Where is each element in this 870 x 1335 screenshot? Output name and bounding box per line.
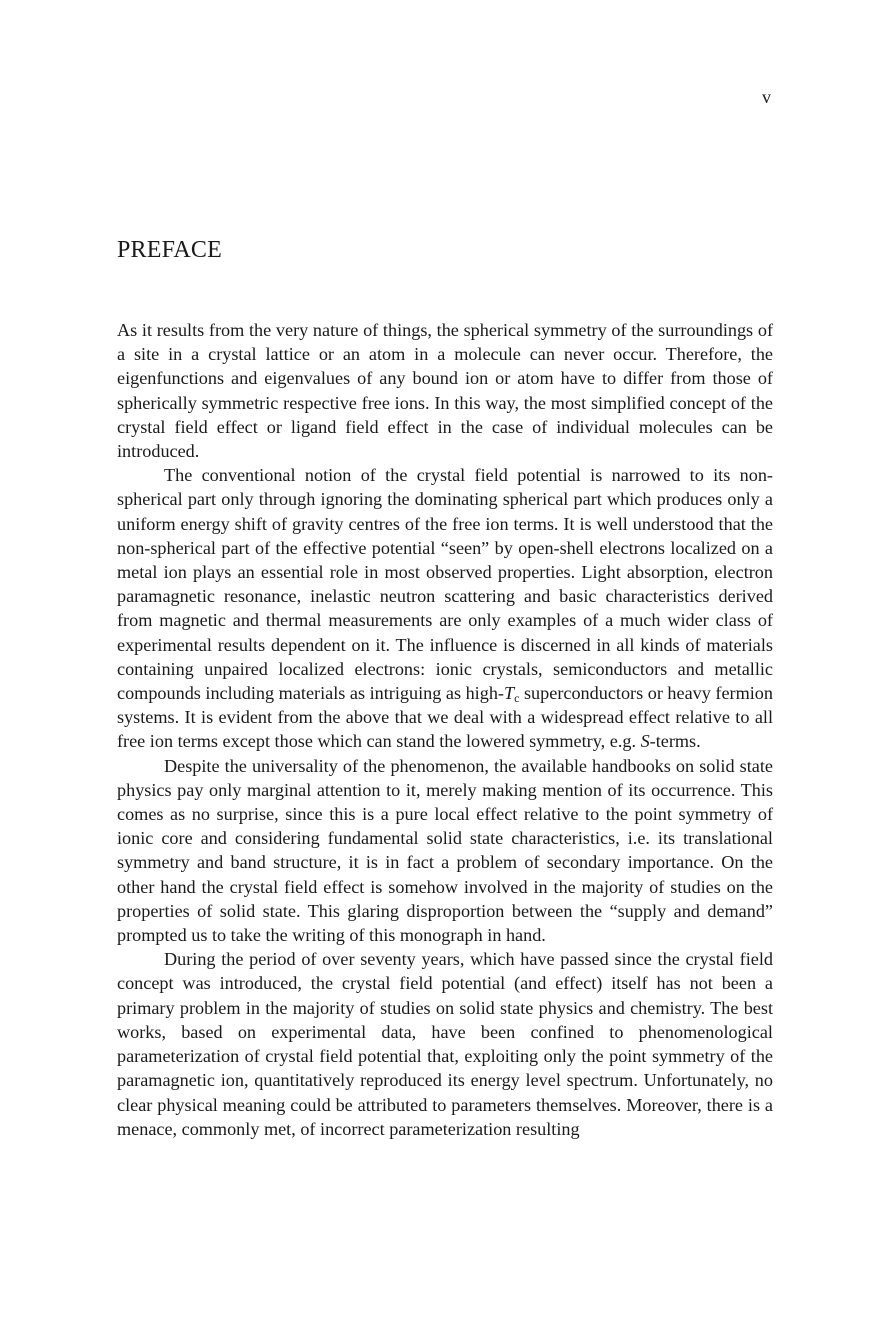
tc-symbol: T (503, 683, 515, 704)
chapter-title: PREFACE (117, 237, 222, 263)
s-term-symbol: S (640, 731, 650, 752)
body-text (117, 318, 773, 1141)
paragraph-2-part-c: -terms. (649, 731, 701, 752)
paragraph-2-part-a: The conventional notion of the crystal field potential is narrowed to its non-spherical part only through ignoring the dominating spherical part which produces only a uniform energy shift of gravity centres of the free ion terms. It is well understood that the non-spherical part of the effective potential “seen” by open-shell electrons localized on a metal ion plays an essential role in most observed properties. Light absorption, electron paramagnetic resonance, inelastic neutron scattering and basic characteristics derived from magnetic and thermal measurements are only examples of a much wider class of experimental results dependent on it. The influence is discerned in all kinds of materials containing unpaired localized electrons: ionic crystals, semiconductors and metallic compounds including materials as intriguing as high- (117, 465, 773, 704)
paragraph-3: Despite the universality of the phenomenon, the available handbooks on solid state physics pay only marginal attention to it, merely making mention of its occurrence. This comes as no surprise, since this is a pure local effect relative to the point symmetry of ionic core and considering fundamental solid state characteristics, i.e. its translational symmetry and band structure, it is in fact a problem of secondary importance. On the other hand the crystal field effect is somehow involved in the majority of studies on the properties of solid state. This glaring disproportion between the “supply and demand” prompted us to take the writing of this monograph in hand. (117, 755, 773, 946)
page-number: v (762, 87, 771, 107)
paragraph-1: As it results from the very nature of things, the spherical symmetry of the surroundings of a site in a crystal lattice or an atom in a molecule can never occur. Therefore, the eigenfunctions and eigenvalues of any bound ion or atom have to differ from those of spherically symmetric respective free ions. In this way, the most simplified concept of the crystal field effect or ligand field effect in the case of individual molecules can be introduced. (117, 320, 773, 462)
paragraph-4: During the period of over seventy years, which have passed since the crystal field concept was introduced, the crystal field potential (and effect) itself has not been a primary problem in the majority of studies on solid state physics and chemistry. The best works, based on experimental data, have been confined to phenomenological parameterization of crystal field potential that, exploiting only the point symmetry of the paramagnetic ion, quantitatively reproduced its energy level spectrum. Unfortunately, no clear physical meaning could be attributed to parameters themselves. Moreover, there is a menace, commonly met, of incorrect parameterization resulting (117, 949, 773, 1139)
paragraph-2 (117, 463, 773, 753)
paragraph-2-part-b: superconductors or heavy fermion systems. It is evident from the above that we deal with a widespread effect relative to all free ion terms except those which can stand the lowered symmetry, e.g. (117, 683, 773, 752)
tc-subscript: c (514, 691, 520, 706)
